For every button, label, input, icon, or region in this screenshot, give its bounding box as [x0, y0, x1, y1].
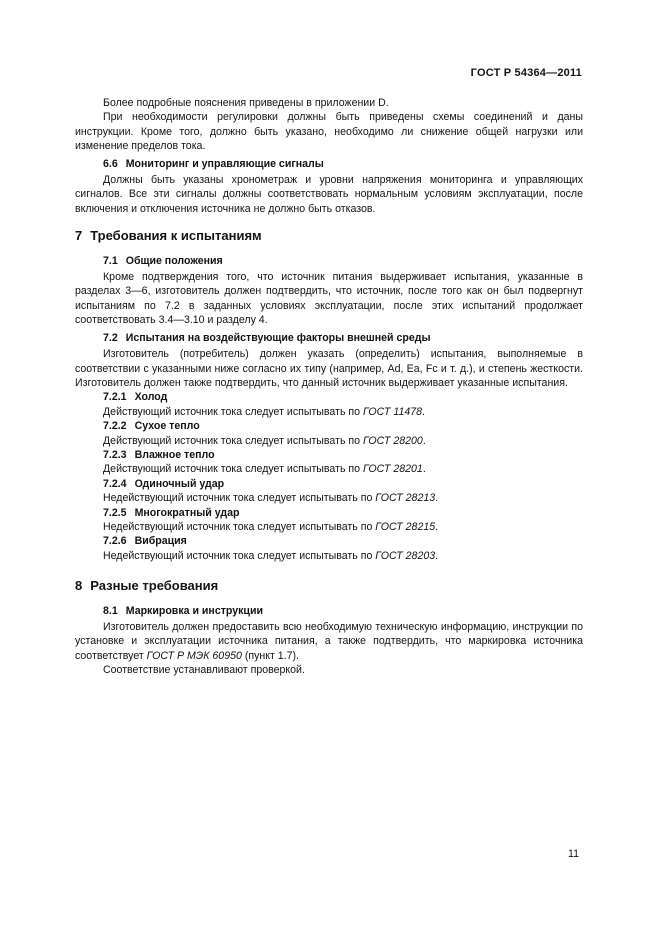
section-heading-7-1	[103, 254, 583, 268]
paragraph-text: .	[435, 492, 439, 505]
paragraph-text: .	[435, 549, 439, 562]
paragraph: Более подробные пояснения приведены в приложении D.	[103, 97, 389, 109]
subsection-heading	[103, 419, 583, 433]
section-title: Мониторинг и управляющие сигналы	[125, 157, 324, 170]
subsection-number: 7.2.4	[103, 477, 127, 490]
section-heading-7-2	[103, 331, 583, 345]
paragraph-text: .	[422, 463, 426, 476]
section-title: Маркировка и инструкции	[125, 604, 263, 617]
section-number: 8	[75, 578, 83, 594]
page-number: 11	[568, 848, 579, 860]
paragraph	[75, 520, 583, 534]
subsection-title: Многократный удар	[134, 506, 240, 519]
paragraph: При необходимости регулировки должны быть приведены схемы соединений и даны инструкции. Кроме того, должно быть указано, необходимо ли снижение общей нагрузки или изменение пределов тока.	[75, 111, 583, 153]
section-number: 8.1	[103, 604, 118, 617]
paragraph	[75, 549, 583, 563]
paragraph: Должны быть указаны хронометраж и уровни напряжения мониторинга и управляющих сигналов. Все эти сигналы должны соответствовать нормальным условиям эксплуатации, после включения и отключения источника не должно быть отказов.	[75, 174, 583, 215]
subsection-number: 7.2.6	[103, 535, 127, 548]
paragraph-text: Действующий источник тока следует испытывать по	[103, 434, 363, 447]
section-title: Общие положения	[125, 254, 223, 267]
test-items-list	[75, 390, 583, 563]
section-heading-6-6	[103, 157, 583, 171]
paragraph	[75, 491, 583, 505]
subsection-heading	[103, 477, 583, 491]
subsection-title: Вибрация	[134, 535, 187, 548]
section-number: 6.6	[103, 157, 118, 170]
standard-reference: ГОСТ 28200	[362, 434, 423, 447]
subsection-heading	[103, 448, 583, 462]
standard-reference: ГОСТ 28203	[375, 549, 436, 562]
subsection-heading	[103, 390, 583, 404]
paragraph	[75, 434, 583, 448]
section-title: Разные требования	[90, 578, 219, 594]
paragraph: Кроме подтверждения того, что источник питания выдерживает испытания, указанные в разделах 3—6, изготовитель должен подтвердить, что источник, после того как он был подвергнут испытаниям по 7.2 в заданных условиях эксплуатации, после этих испытаний продолжает соответствовать 3.4—3.10 и разделу 4.	[75, 271, 583, 327]
standard-reference: ГОСТ 28201	[362, 463, 423, 476]
page-body	[75, 96, 583, 678]
section-number: 7	[75, 228, 83, 244]
section-title: Испытания на воздействующие факторы внешней среды	[125, 331, 431, 344]
document-code: ГОСТ Р 54364—2011	[470, 67, 582, 79]
section-heading-8	[75, 579, 583, 593]
subsection-title: Холод	[134, 391, 168, 404]
subsection-heading	[103, 534, 583, 548]
paragraph-text: Недействующий источник тока следует испытывать по	[103, 492, 376, 505]
paragraph-text: Недействующий источник тока следует испытывать по	[103, 520, 376, 533]
paragraph-text: .	[422, 405, 425, 418]
paragraph: Изготовитель (потребитель) должен указать (определить) испытания, выполняемые в соответствии с указанными ниже согласно их типу (например, Ad, Ea, Fc и т. д.), и степень жесткости. Изготовитель должен также подтвердить, что данный источник выдерживает указанные испытания.	[75, 348, 583, 389]
paragraph	[75, 462, 583, 476]
paragraph-text: (пункт 1.7).	[241, 649, 299, 662]
paragraph-text: Действующий источник тока следует испытывать по	[103, 405, 363, 418]
paragraph: Соответствие устанавливают проверкой.	[103, 664, 305, 677]
paragraph-text: Недействующий источник тока следует испытывать по	[103, 549, 376, 562]
paragraph-text: .	[435, 520, 439, 533]
standard-reference: ГОСТ Р МЭК 60950	[146, 649, 242, 662]
section-number: 7.1	[103, 254, 118, 267]
section-heading-8-1	[103, 604, 583, 618]
subsection-number: 7.2.1	[103, 391, 127, 404]
standard-reference: ГОСТ 28215	[375, 520, 436, 533]
subsection-number: 7.2.3	[103, 448, 127, 461]
paragraph-text: .	[422, 434, 426, 447]
subsection-title: Сухое тепло	[134, 420, 200, 433]
paragraph-text: Действующий источник тока следует испытывать по	[103, 463, 363, 476]
subsection-number: 7.2.5	[103, 506, 127, 519]
paragraph	[75, 405, 583, 419]
section-heading-7	[75, 229, 583, 243]
subsection-title: Одиночный удар	[134, 477, 225, 490]
subsection-number: 7.2.2	[103, 420, 127, 433]
paragraph-text: Изготовитель должен предоставить всю необходимую техническую информацию, инструкции по установке и эксплуатации источника питания, а также подтвердить, что маркировка источника соответствует	[75, 621, 583, 662]
standard-reference: ГОСТ 11478	[362, 405, 423, 418]
subsection-heading	[103, 506, 583, 520]
section-title: Требования к испытаниям	[90, 228, 262, 244]
section-number: 7.2	[103, 331, 118, 344]
subsection-title: Влажное тепло	[134, 448, 215, 461]
paragraph	[75, 620, 583, 663]
standard-reference: ГОСТ 28213	[375, 492, 436, 505]
